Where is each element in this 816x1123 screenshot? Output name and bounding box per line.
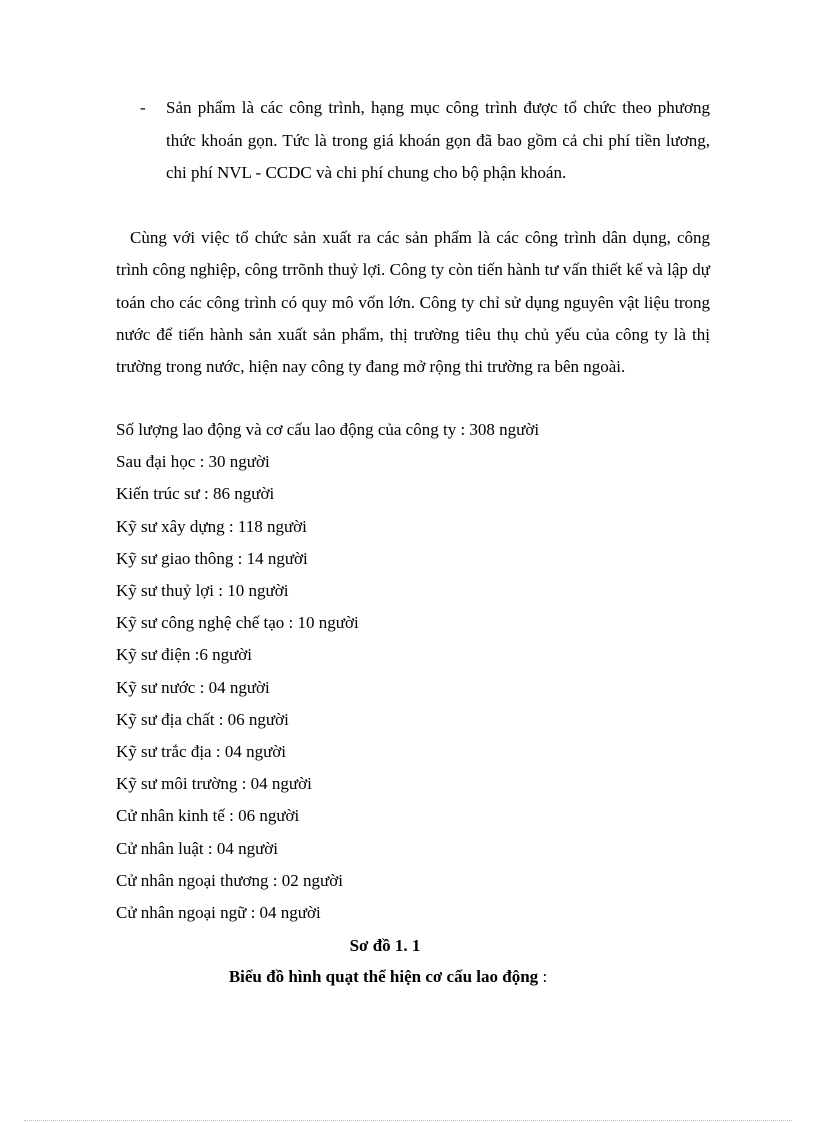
bullet-text: Sản phẩm là các công trình, hạng mục công trình được tổ chức theo phương thức khoán gọn. Tức là trong giá khoán gọn đã bao gồm cả chi phí tiền lương, chi phí NVL - CCDC và chi phí chung cho bộ phận khoán. bbox=[166, 98, 710, 182]
list-item: Kỹ sư nước : 04 người bbox=[116, 677, 270, 697]
diagram-caption: Biểu đồ hình quạt thể hiện cơ cấu lao động bbox=[228, 967, 539, 986]
diagram-caption-line bbox=[0, 965, 776, 989]
list-item: Kỹ sư giao thông : 14 người bbox=[116, 548, 308, 568]
staff-total: Số lượng lao động và cơ cấu lao động của công ty : 308 người bbox=[116, 420, 540, 439]
page-bottom-border bbox=[24, 1120, 792, 1121]
list-item: Kỹ sư địa chất : 06 người bbox=[116, 709, 289, 729]
list-item: Cử nhân kinh tế : 06 người bbox=[116, 806, 300, 826]
list-item: Kiến trúc sư : 86 người bbox=[116, 484, 275, 504]
diagram-label: Sơ đồ 1. 1 bbox=[349, 936, 421, 955]
list-item: Kỹ sư trắc địa : 04 người bbox=[116, 742, 286, 762]
list-item: Cử nhân ngoại thương : 02 người bbox=[116, 870, 343, 890]
body-paragraph: Cùng với việc tổ chức sản xuất ra các sản phẩm là các công trình dân dụng, công trình công nghiệp, công trrõnh thuỷ lợi. Công ty còn tiến hành tư vấn thiết kế và lập dự toán cho các công trình có quy mô vốn lớn. Công ty chỉ sử dụng nguyên vật liệu trong nước để tiến hành sản xuất sản phẩm, thị trường tiêu thụ chủ yếu của công ty là thị trường trong nước, hiện nay công ty đang mở rộng thi trường ra bên ngoài. bbox=[116, 228, 710, 377]
bullet-marker: - bbox=[140, 98, 146, 117]
list-item: Kỹ sư công nghệ chế tạo : 10 người bbox=[116, 613, 359, 633]
diagram-caption-suffix: : bbox=[538, 967, 548, 986]
list-item: Sau đại học : 30 người bbox=[116, 452, 270, 472]
staff-list bbox=[116, 414, 716, 929]
list-item: Cử nhân luật : 04 người bbox=[116, 838, 278, 858]
list-item: Cử nhân ngoại ngữ : 04 người bbox=[116, 903, 321, 923]
list-item: Kỹ sư môi trường : 04 người bbox=[116, 774, 312, 794]
list-item: Kỹ sư điện :6 người bbox=[116, 645, 253, 665]
list-item: Kỹ sư thuỷ lợi : 10 người bbox=[116, 581, 289, 601]
list-item: Kỹ sư xây dựng : 118 người bbox=[116, 516, 307, 536]
